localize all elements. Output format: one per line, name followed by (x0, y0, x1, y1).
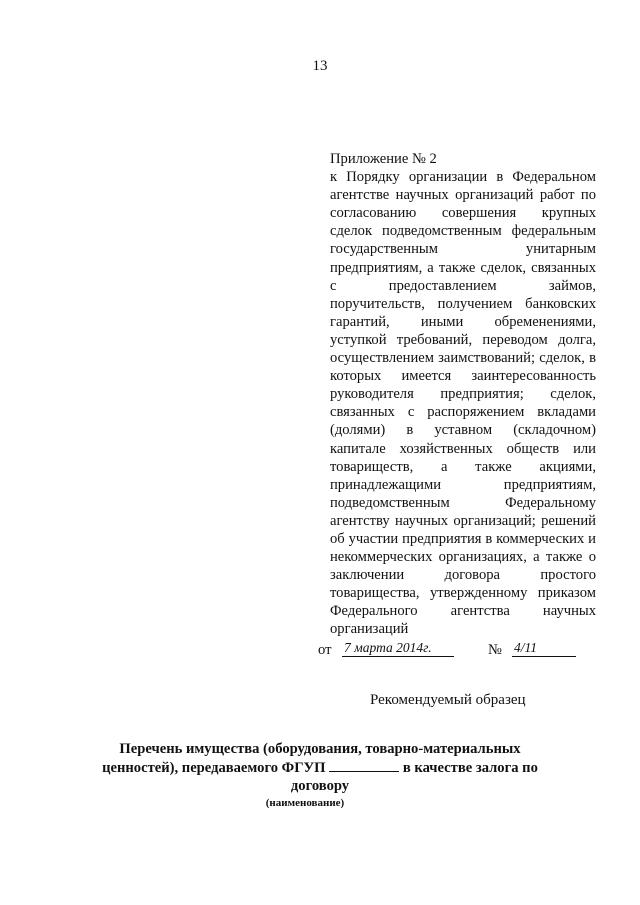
list-heading (100, 740, 540, 796)
signature-line (318, 639, 596, 663)
name-note (0, 797, 640, 809)
heading-line-2-part-2: в качестве залога по (402, 759, 538, 776)
heading-line-2-part-1: ценностей), передаваемого ФГУП (102, 759, 326, 776)
heading-line-2 (100, 759, 540, 778)
heading-line-1: Перечень имущества (оборудования, товарно-материальных (119, 741, 521, 757)
handwritten-date: 7 марта 2014г. (342, 639, 454, 657)
appendix-title: Приложение № 2 (330, 151, 437, 167)
from-label: от (318, 641, 332, 658)
number-label: № (488, 641, 502, 658)
recommended-sample: Рекомендуемый образец (370, 692, 526, 708)
heading-line-3: договору (290, 778, 350, 794)
page-number: 13 (312, 58, 328, 74)
enterprise-name-blank (329, 759, 399, 772)
name-note-text: (наименование) (265, 797, 345, 809)
appendix-text: к Порядку организации в Федеральном агентстве научных организаций работ по согласованию совершения крупных сделок подведомственным федеральным государственным унитарным предприятиям, а также сделок, связанных с предоставлением займов, поручительств, получением банковских гарантий, иными обременениями, уступкой требований, переводом долга, осуществлением заимствований; сделок, в которых имеется заинтересованность руководителя предприятия; сделок, связанных с распоряжением вкладами (долями) в уставном (складочном) капитале хозяйственных обществ или товариществ, а также акциями, принадлежащими предприятиям, подведомственным Федеральному агентству научных организаций; решений об участии предприятия в коммерческих и некоммерческих организациях, а также о заключении договора простого товарищества, утвержденному приказом Федерального агентства научных организаций (330, 169, 596, 638)
handwritten-number: 4/11 (512, 639, 576, 657)
appendix-block (318, 150, 596, 663)
